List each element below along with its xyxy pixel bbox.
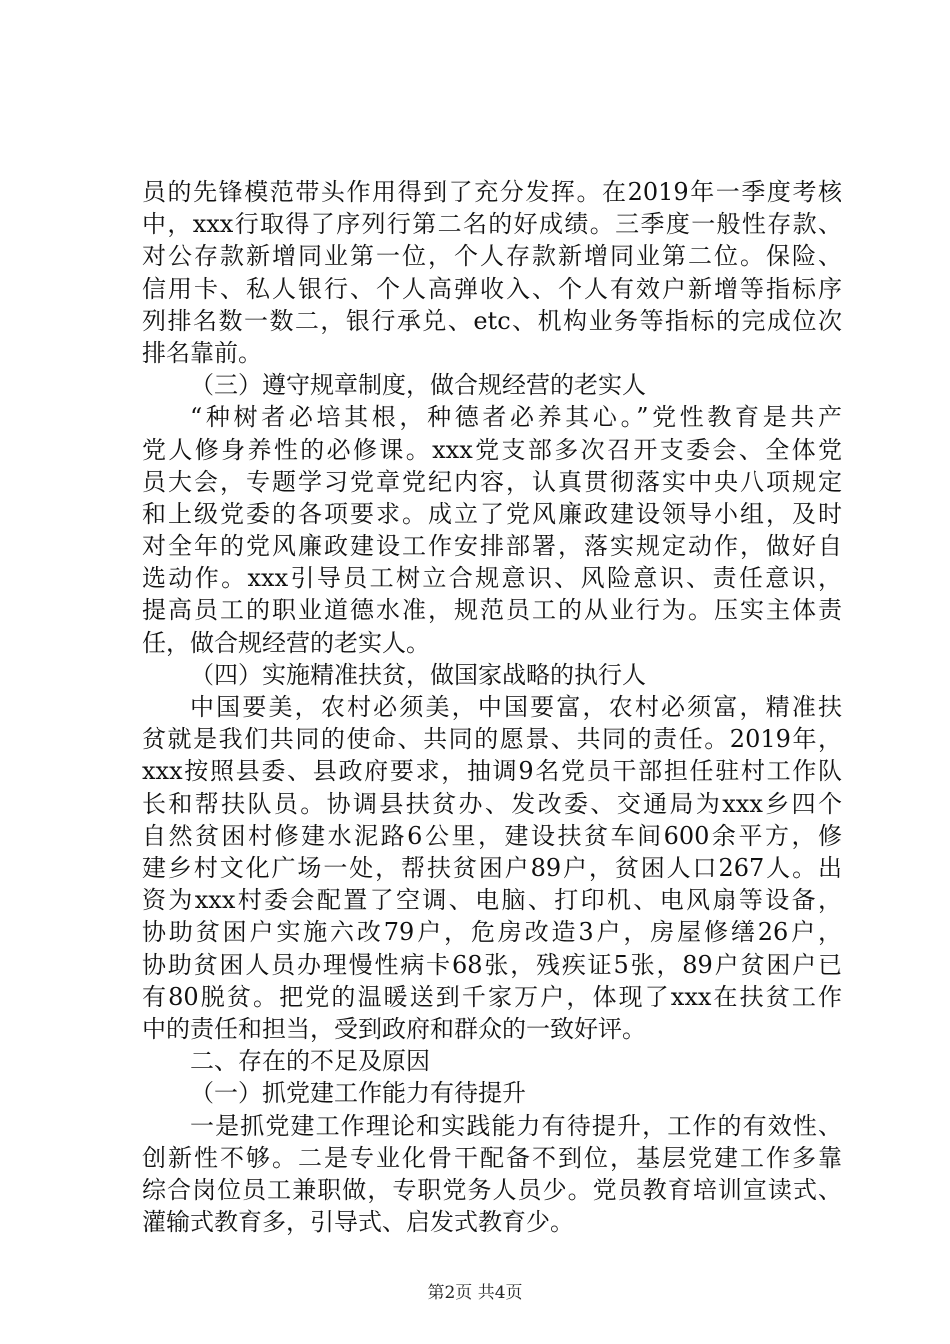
text-line: 灌输式教育多，引导式、启发式教育少。 bbox=[142, 1208, 574, 1237]
text-line: 自然贫困村修建水泥路6公里，建设扶贫车间600余平方，修 bbox=[142, 821, 842, 850]
text-line: 员大会，专题学习党章党纪内容，认真贯彻落实中央八项规定 bbox=[142, 467, 842, 496]
text-line: 贫就是我们共同的使命、共同的愿景、共同的责任。2019年， bbox=[142, 725, 842, 754]
text-line: 对全年的党风廉政建设工作安排部署，落实规定动作，做好自 bbox=[142, 532, 842, 561]
text-line: 选动作。xxx引导员工树立合规意识、风险意识、责任意识， bbox=[142, 564, 842, 593]
text-line: 长和帮扶队员。协调县扶贫办、发改委、交通局为xxx乡四个 bbox=[142, 789, 842, 818]
text-line: 综合岗位员工兼职做，专职党务人员少。党员教育培训宣读式、 bbox=[142, 1175, 842, 1204]
text-line: 党人修身养性的必修课。xxx党支部多次召开支委会、全体党 bbox=[142, 435, 842, 464]
text-line: “种树者必培其根，种德者必养其心。”党性教育是共产 bbox=[190, 403, 842, 432]
text-line: 资为xxx村委会配置了空调、电脑、打印机、电风扇等设备， bbox=[142, 886, 842, 915]
text-line: 中的责任和担当，受到政府和群众的一致好评。 bbox=[142, 1014, 646, 1043]
text-line: 和上级党委的各项要求。成立了党风廉政建设领导小组，及时 bbox=[142, 499, 842, 528]
page-footer: 第2页 共4页 bbox=[427, 1283, 523, 1303]
text-line: 协助贫困户实施六改79户，危房改造3户，房屋修缮26户， bbox=[142, 918, 842, 947]
text-line: 员的先锋模范带头作用得到了充分发挥。在2019年一季度考核 bbox=[142, 178, 842, 206]
text-line: 中国要美，农村必须美，中国要富，农村必须富，精准扶 bbox=[190, 693, 842, 722]
text-line: 创新性不够。二是专业化骨干配备不到位，基层党建工作多靠 bbox=[142, 1143, 842, 1172]
text-line: （三）遵守规章制度，做合规经营的老实人 bbox=[190, 371, 646, 400]
text-line: 列排名数一数二，银行承兑、etc、机构业务等指标的完成位次 bbox=[142, 306, 842, 335]
text-line: 中，xxx行取得了序列行第二名的好成绩。三季度一般性存款、 bbox=[142, 210, 842, 239]
text-line: 排名靠前。 bbox=[142, 338, 262, 367]
text-line: 建乡村文化广场一处，帮扶贫困户89户，贫困人口267人。出 bbox=[142, 854, 842, 882]
text-line: 一是抓党建工作理论和实践能力有待提升，工作的有效性、 bbox=[190, 1111, 842, 1140]
text-line: 有80脱贫。把党的温暖送到千家万户，体现了xxx在扶贫工作 bbox=[142, 982, 842, 1011]
text-line: 提高员工的职业道德水准，规范员工的从业行为。压实主体责 bbox=[142, 596, 842, 625]
text-line: 协助贫困人员办理慢性病卡68张，残疾证5张，89户贫困户已 bbox=[142, 950, 842, 979]
text-line: 信用卡、私人银行、个人高弹收入、个人有效户新增等指标序 bbox=[142, 274, 842, 303]
text-line: （四）实施精准扶贫，做国家战略的执行人 bbox=[190, 660, 646, 689]
text-line: （一）抓党建工作能力有待提升 bbox=[190, 1079, 526, 1108]
text-line: 二、存在的不足及原因 bbox=[190, 1047, 430, 1076]
text-line: 任，做合规经营的老实人。 bbox=[142, 628, 430, 657]
document-body bbox=[142, 176, 842, 1238]
text-line: xxx按照县委、县政府要求，抽调9名党员干部担任驻村工作队 bbox=[142, 757, 842, 786]
text-line: 对公存款新增同业第一位，个人存款新增同业第二位。保险、 bbox=[142, 242, 842, 271]
